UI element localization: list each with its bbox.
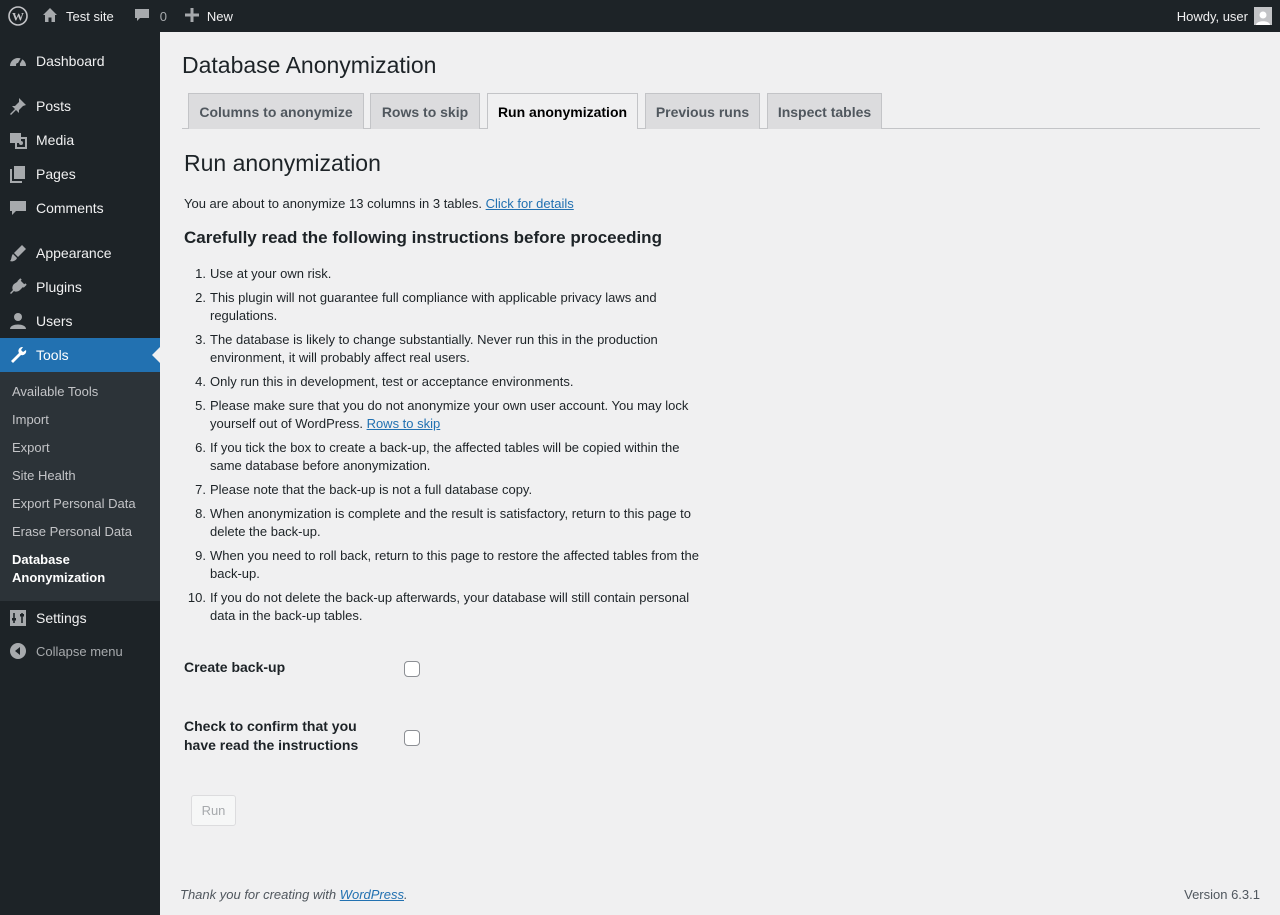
account-menu[interactable]: [1169, 0, 1280, 32]
dashboard-icon: [0, 51, 36, 71]
sidebar-item-settings[interactable]: [0, 601, 160, 635]
plus-icon: [185, 8, 207, 25]
tab-bar: [182, 93, 1260, 129]
collapse-menu-label: Collapse menu: [36, 643, 123, 659]
collapse-arrow-icon: [0, 642, 36, 660]
submenu-item-import[interactable]: Import: [12, 412, 49, 427]
avatar: [1254, 7, 1272, 25]
rows-to-skip-link[interactable]: Rows to skip: [366, 416, 441, 431]
sidebar-item-tools[interactable]: [0, 338, 160, 372]
sidebar-item-label: Users: [36, 313, 73, 329]
pages-icon: [0, 164, 36, 184]
submenu-item-database-anonymization[interactable]: Database Anonymization: [12, 552, 106, 585]
sidebar-item-label: Comments: [36, 200, 104, 216]
tab-columns-to-anonymize[interactable]: Columns to anonymize: [188, 93, 364, 129]
footer-thanks: Thank you for creating with WordPress.: [180, 887, 408, 902]
sidebar-item-label: Pages: [36, 166, 76, 182]
create-backup-checkbox[interactable]: [404, 661, 420, 677]
new-label: New: [206, 8, 233, 24]
wordpress-logo-icon[interactable]: [0, 0, 36, 32]
submenu-item-export[interactable]: Export: [12, 440, 50, 455]
site-name: Test site: [66, 8, 114, 24]
sidebar-item-posts[interactable]: [0, 89, 160, 123]
confirm-label: Check to confirm that you have read the instructions: [184, 718, 359, 753]
sidebar-item-plugins[interactable]: [0, 270, 160, 304]
admin-bar: [0, 0, 1280, 32]
sidebar-item-label: Dashboard: [36, 53, 105, 69]
new-content-link[interactable]: [175, 0, 241, 32]
submenu-item-export-personal-data[interactable]: Export Personal Data: [12, 496, 136, 511]
submenu-item-available-tools[interactable]: Available Tools: [12, 384, 99, 399]
tab-inspect-tables[interactable]: Inspect tables: [767, 93, 882, 129]
svg-text:W: W: [12, 9, 24, 24]
plug-icon: [0, 277, 36, 297]
create-backup-label: Create back-up: [184, 659, 286, 675]
sidebar-item-label: Plugins: [36, 279, 82, 295]
wordpress-link[interactable]: WordPress: [339, 887, 404, 902]
site-name-link[interactable]: [36, 0, 122, 32]
submenu-item-erase-personal-data[interactable]: Erase Personal Data: [12, 524, 132, 539]
sidebar-item-users[interactable]: [0, 304, 160, 338]
summary: [184, 196, 574, 211]
sliders-icon: [0, 608, 36, 628]
submenu-item-site-health[interactable]: Site Health: [12, 468, 76, 483]
sidebar-item-comments[interactable]: [0, 191, 160, 225]
wrench-icon: [0, 345, 36, 365]
confirm-checkbox[interactable]: [404, 730, 420, 746]
section-title: Run anonymization: [184, 150, 381, 176]
sidebar-item-pages[interactable]: [0, 157, 160, 191]
greeting: Howdy, user: [1176, 8, 1248, 24]
pin-icon: [0, 96, 36, 116]
page-title: Database Anonymization: [182, 52, 437, 78]
collapse-menu-button[interactable]: [0, 638, 160, 664]
sidebar-item-dashboard[interactable]: [0, 44, 160, 78]
sidebar-item-media[interactable]: [0, 123, 160, 157]
comment-icon: [134, 7, 160, 26]
user-icon: [0, 311, 36, 331]
home-icon: [42, 7, 66, 26]
sidebar-item-label: Media: [36, 132, 75, 148]
admin-sidebar: [0, 32, 160, 915]
sidebar-item-label: Tools: [36, 347, 69, 363]
summary-text: You are about to anonymize 13 columns in 3 tables.: [184, 196, 482, 211]
sidebar-item-label: Appearance: [36, 245, 112, 261]
brush-icon: [0, 243, 36, 263]
sidebar-item-appearance[interactable]: [0, 236, 160, 270]
media-icon: [0, 130, 36, 150]
comments-count: 0: [159, 8, 167, 24]
sidebar-item-label: Posts: [36, 98, 72, 114]
main-content: Database Anonymization Columns to anonymize Rows to skip Run anonymization Previous runs Inspect tables Run anonymization You are about to anonymize 13 columns in 3 tables. Click for details Carefully read the following instructions before proceeding 1. Use at your own risk. 2. This plugin will not guarantee full compliance with applicable privacy laws and regulations. 3. The database is likely to change substantially. Never run this in the production environment, it will probably affect real users. 4. Only run this in development, test or acceptance environments. 5. Please make sure that you do not anonymize your own user account. You may lock yourself out of WordPress. Rows to skip 6. If you tick the box to create a back-up, the affected tables will be copied within the same database before anonymization. 7. Please note that the back-up is not a full database copy. 8. When anonymization is complete and the result is satisfactory, return to this page to delete the back-up. 9. When you need to roll back, return to this page to restore the affected tables from the back-up. 10. If you do not delete the back-up afterwards, your database will still contain personal data in the back-up tables. Create back-up Check to confirm that you have read the instructions Run Thank you for creating with WordPress. Version 6.3.1: [180, 52, 1260, 902]
tab-run-anonymization[interactable]: Run anonymization: [487, 93, 638, 129]
tools-submenu: [0, 372, 160, 601]
tab-previous-runs[interactable]: Previous runs: [645, 93, 760, 129]
comment-icon: [0, 198, 36, 218]
details-link[interactable]: Click for details: [485, 196, 574, 211]
tab-rows-to-skip[interactable]: Rows to skip: [370, 93, 480, 129]
sidebar-item-label: Settings: [36, 610, 87, 626]
footer-version: Version 6.3.1: [1184, 887, 1260, 902]
run-button[interactable]: Run: [191, 795, 236, 826]
comments-link[interactable]: [122, 0, 175, 32]
instructions-heading: Carefully read the following instructions before proceeding: [184, 228, 662, 247]
